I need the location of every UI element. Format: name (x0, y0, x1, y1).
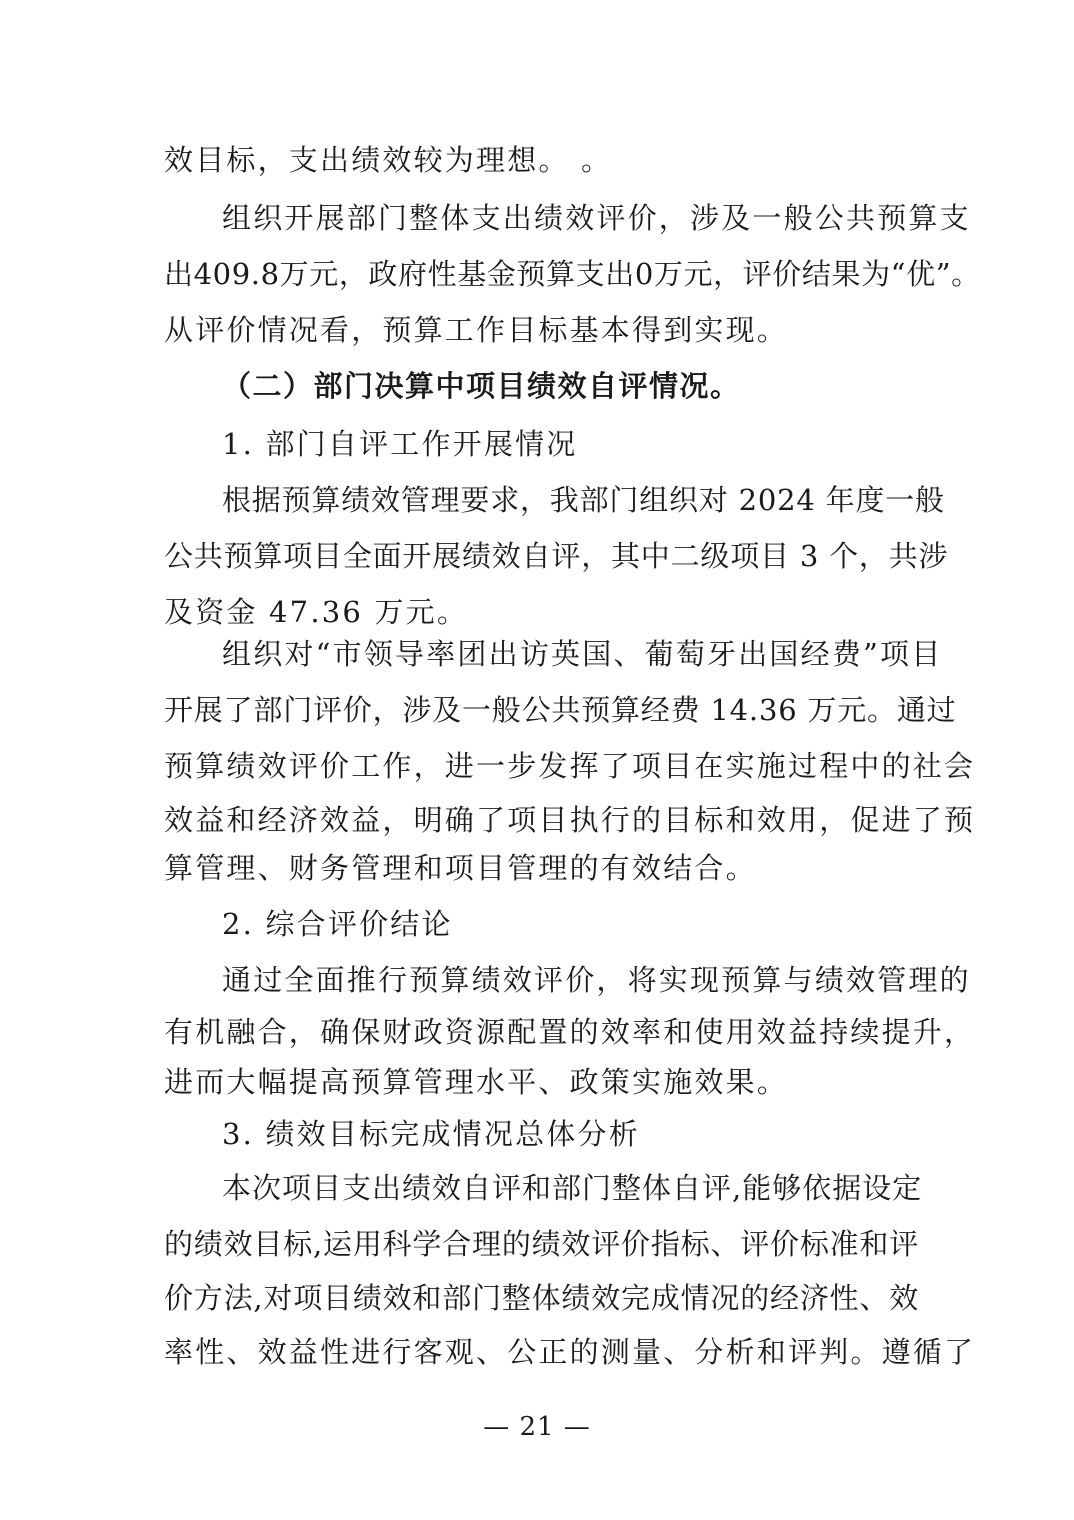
subsection-heading: 1. 部门自评工作开展情况 (222, 427, 578, 461)
subsection-heading: 2. 综合评价结论 (222, 907, 453, 941)
body-text-line: 及资金 47.36 万元。 (164, 595, 469, 629)
body-text-line: 开展了部门评价，涉及一般公共预算经费 14.36 万元。通过 (164, 693, 957, 727)
section-heading: （二）部门决算中项目绩效自评情况。 (222, 369, 741, 403)
body-text-line: 有机融合，确保财政资源配置的效率和使用效益持续提升， (164, 1015, 976, 1049)
body-text-line: 率性、效益性进行客观、公正的测量、分析和评判。遵循了 (164, 1335, 976, 1369)
body-text-line: 出409.8万元，政府性基金预算支出0万元，评价结果为“优”。 (164, 257, 981, 291)
page-number: — 21 — (483, 1412, 591, 1442)
body-text-line: 组织开展部门整体支出绩效评价，涉及一般公共预算支 (222, 201, 971, 235)
body-text-line: 效益和经济效益，明确了项目执行的目标和效用，促进了预 (164, 803, 976, 837)
subsection-heading: 3. 绩效目标完成情况总体分析 (222, 1117, 640, 1151)
body-text-line: 组织对“市领导率团出访英国、葡萄牙出国经费”项目 (222, 637, 943, 671)
body-text-line: 本次项目支出绩效自评和部门整体自评,能够依据设定 (222, 1171, 923, 1205)
body-text-line: 算管理、财务管理和项目管理的有效结合。 (164, 851, 757, 885)
body-text-line: 公共预算项目全面开展绩效自评，其中二级项目 3 个，共涉 (164, 539, 949, 573)
body-text-line: 根据预算绩效管理要求，我部门组织对 2024 年度一般 (222, 483, 945, 517)
body-text-line: 的绩效目标,运用科学合理的绩效评价指标、评价标准和评 (164, 1227, 920, 1261)
body-text-line: 进而大幅提高预算管理水平、政策实施效果。 (164, 1065, 789, 1099)
body-text-line: 从评价情况看，预算工作目标基本得到实现。 (164, 313, 789, 347)
body-text-line: 价方法,对项目绩效和部门整体绩效完成情况的经济性、效 (164, 1281, 920, 1315)
body-text-line: 预算绩效评价工作，进一步发挥了项目在实施过程中的社会 (164, 749, 976, 783)
body-text-line: 效目标，支出绩效较为理想。 。 (164, 143, 613, 177)
body-text-line: 通过全面推行预算绩效评价，将实现预算与绩效管理的 (222, 963, 971, 997)
